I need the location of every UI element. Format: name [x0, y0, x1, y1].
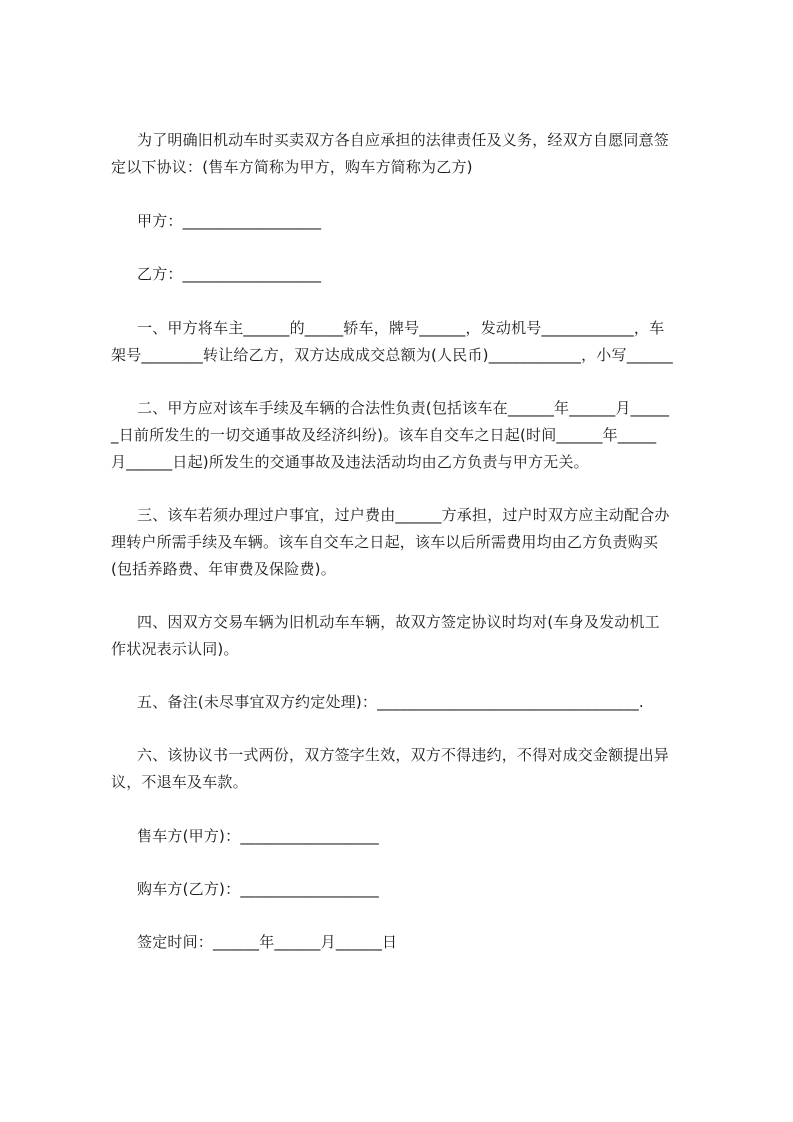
seller-signature-blank: __________________: [240, 827, 379, 845]
clause-6-line-1: 六、该协议书一式两份，双方签字生效，双方不得违约，不得对成交金额提出异: [137, 746, 670, 764]
party-b-blank: __________________: [182, 265, 322, 283]
party-a-blank: __________________: [182, 212, 322, 230]
sign-date-blank: ______年______月______日: [213, 933, 398, 951]
party-a-label: 甲方：: [137, 212, 183, 230]
clause-1-line-1: 一、甲方将车主______的_____轿车，牌号______，发动机号____________，车: [137, 319, 665, 337]
clause-5-line-1: 五、备注(未尽事宜双方约定处理)：__________________________________.: [137, 693, 644, 711]
sign-date-label: 签定时间：: [137, 933, 214, 951]
party-b-label: 乙方：: [137, 265, 183, 283]
party-b-field: [137, 264, 321, 284]
clause-4-line-2: 作状况表示认同)。: [111, 640, 239, 658]
clause-2-line-2: _日前所发生的一切交通事故及经济纠纷)。该车自交车之日起(时间______年_____: [111, 426, 657, 444]
seller-signature-field: [137, 826, 379, 846]
buyer-signature-label: 购车方(乙方)：: [137, 880, 241, 898]
clause-2-line-1: 二、甲方应对该车手续及车辆的合法性负责(包括该车在______年______月_____: [137, 399, 670, 417]
clause-3-line-2: 理转户所需手续及车辆。该车自交车之日起，该车以后所需费用均由乙方负责购买: [111, 533, 659, 551]
clause-6-line-2: 议，不退车及车款。: [111, 773, 248, 791]
clause-4-line-1: 四、因双方交易车辆为旧机动车车辆，故双方签定协议时均对(车身及发动机工: [137, 613, 660, 631]
clause-1-line-2: 架号________转让给乙方，双方达成成交总额为(人民币)____________，小写______: [111, 346, 673, 364]
intro-line-2: 定以下协议：(售车方简称为甲方，购车方简称为乙方): [111, 158, 473, 176]
clause-3-line-1: 三、该车若须办理过户事宜，过户费由______方承担，过户时双方应主动配合办: [137, 506, 670, 524]
sign-date-field: [137, 932, 397, 952]
intro-line-1: 为了明确旧机动车时买卖双方各自应承担的法律责任及义务，经双方自愿同意签: [137, 131, 670, 149]
seller-signature-label: 售车方(甲方)：: [137, 827, 241, 845]
party-a-field: [137, 211, 321, 231]
buyer-signature-field: [137, 879, 379, 899]
clause-3-line-3: (包括养路费、年审费及保险费)。: [111, 560, 336, 578]
buyer-signature-blank: __________________: [240, 880, 379, 898]
clause-2-line-3: 月______日起)所发生的交通事故及违法活动均由乙方负责与甲方无关。: [111, 453, 589, 471]
